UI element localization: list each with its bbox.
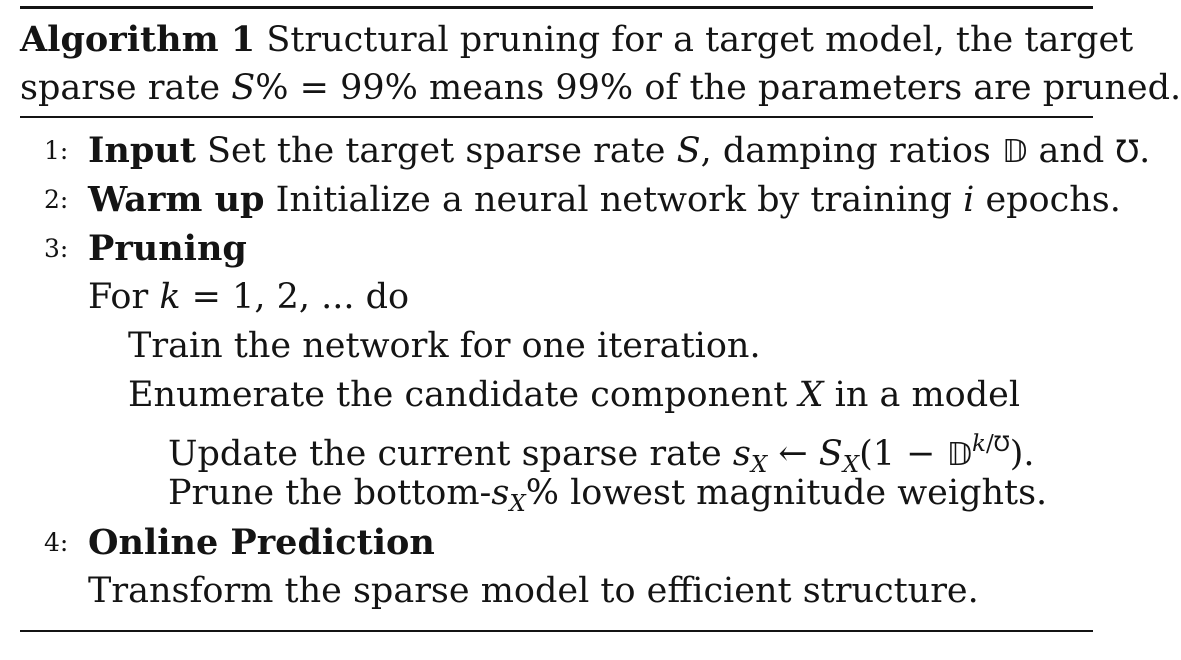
line-number: 4: <box>44 528 69 557</box>
caption-text-2a: sparse rate <box>20 68 232 108</box>
algorithm-body <box>0 126 1151 616</box>
exponent-slash: / <box>985 431 994 457</box>
damping-d-symbol: 𝔻 <box>1001 134 1028 170</box>
var-i: i <box>963 180 975 220</box>
step-body: Prune the bottom- <box>168 473 492 513</box>
for-loop-line <box>0 273 1122 322</box>
caption-line-2 <box>20 64 1181 112</box>
exponent-k: k <box>972 431 986 457</box>
step-body: Enumerate the candidate component <box>128 375 799 415</box>
step-body: Train the network for one iteration. <box>128 326 761 366</box>
line-number: 2: <box>44 185 69 214</box>
train-line <box>0 322 1122 371</box>
update-line <box>0 420 1122 478</box>
step-heading: Input <box>88 130 196 171</box>
damping-u-symbol: Ʊ <box>1115 134 1140 170</box>
var-s-upper: S <box>818 434 843 474</box>
formula-part: ). <box>1009 434 1035 474</box>
var-x: X <box>798 375 824 415</box>
step-body: epochs. <box>974 180 1121 220</box>
caption-text-1: Structural pruning for a target model, the target <box>266 20 1134 60</box>
transform-line <box>0 567 1122 616</box>
damping-d-symbol: 𝔻 <box>946 437 973 473</box>
exponent-u: Ʊ <box>993 432 1010 456</box>
step-body: . <box>1139 131 1151 171</box>
step-warmup <box>0 175 1122 224</box>
step-pruning <box>0 224 1122 273</box>
step-text <box>128 371 1020 420</box>
step-body: Update the current sparse rate <box>168 434 733 474</box>
bottom-rule <box>20 630 1093 632</box>
step-body: % lowest magnitude weights. <box>525 473 1048 513</box>
step-heading: Online Prediction <box>88 522 435 563</box>
step-input <box>0 126 1151 175</box>
algorithm-label: Algorithm 1 <box>20 19 256 60</box>
var-k: k <box>159 277 181 317</box>
assign-arrow: ← <box>767 434 819 474</box>
caption-var-s: S <box>231 68 256 108</box>
step-online-prediction <box>0 518 1122 567</box>
line-number: 3: <box>44 234 69 263</box>
step-body: For <box>88 277 160 317</box>
step-heading: Warm up <box>88 179 265 220</box>
var-s: S <box>676 131 701 171</box>
subscript-x: X <box>842 452 860 478</box>
step-body: Initialize a neural network by training <box>264 180 964 220</box>
caption-line-1 <box>20 16 1134 64</box>
var-s-lower: s <box>491 473 510 513</box>
step-heading: Pruning <box>88 228 247 269</box>
line-number: 1: <box>44 136 69 165</box>
step-body: and <box>1027 131 1116 171</box>
step-text <box>88 126 1150 177</box>
mid-rule <box>20 116 1093 118</box>
step-body: = 1, 2, ... do <box>180 277 410 317</box>
formula-part: (1 − <box>859 434 947 474</box>
step-body: Transform the sparse model to efficient structure. <box>88 571 979 611</box>
step-body: in a model <box>823 375 1021 415</box>
step-text <box>88 273 409 322</box>
top-rule <box>20 6 1093 9</box>
step-body: , damping ratios <box>700 131 1002 171</box>
algorithm-caption <box>20 16 1181 112</box>
enumerate-line <box>0 371 1122 420</box>
step-text <box>88 175 1121 225</box>
subscript-x: X <box>509 491 526 517</box>
caption-text-2b: % = 99% means 99% of the parameters are pruned. <box>255 68 1181 108</box>
prune-line <box>0 469 1122 518</box>
step-body: Set the target sparse rate <box>195 131 677 171</box>
subscript-x: X <box>750 452 768 478</box>
var-s-lower: s <box>732 434 751 474</box>
